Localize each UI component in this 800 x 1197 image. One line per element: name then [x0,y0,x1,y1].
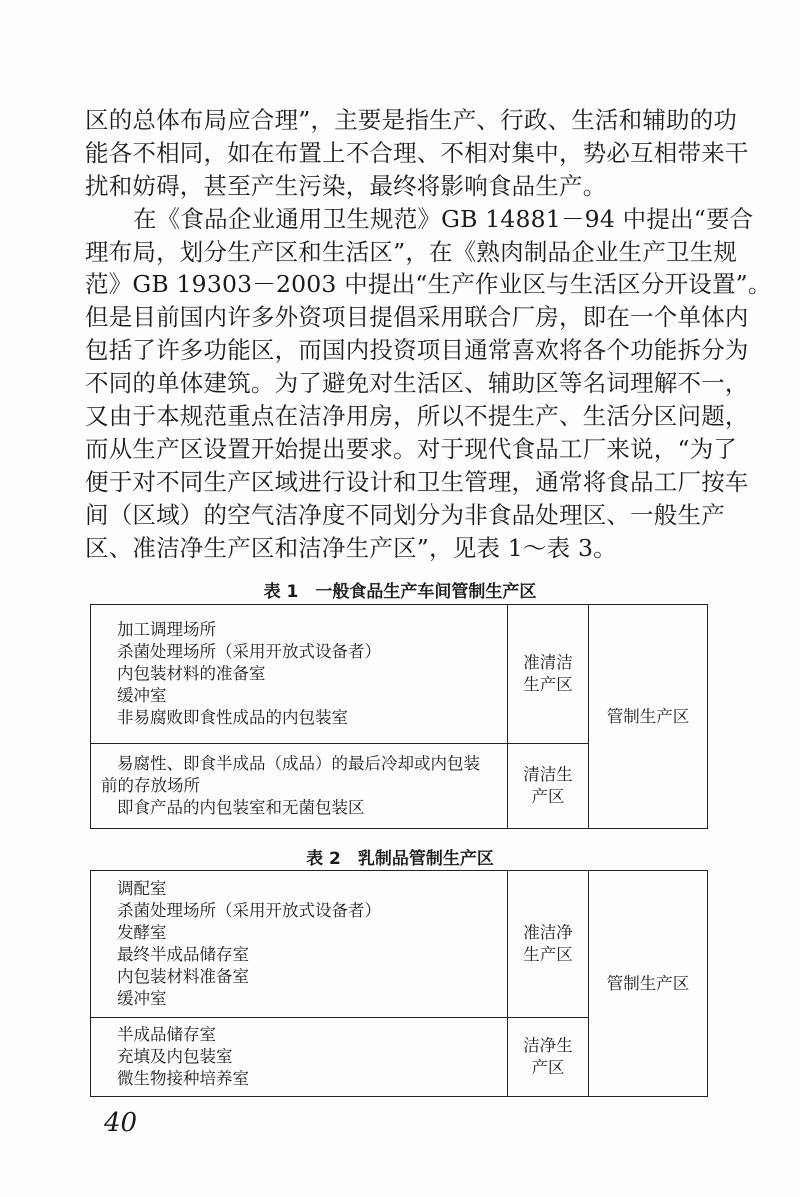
item: 前的存放场所 [101,776,200,795]
text-line: 包括了许多功能区，而国内投资项目通常喜欢将各个功能拆分为 [85,336,749,365]
page-number: 40 [104,1108,138,1138]
table-cell-items [91,1018,508,1097]
item: 半成品储存室 [117,1025,216,1044]
table-cell-zone: 准洁净生产区 [508,871,589,1018]
item: 非易腐败即食性成品的内包装室 [117,708,348,727]
text-line: 能各不相同，如在布置上不合理、不相对集中，势必互相带来干 [85,138,749,167]
table1 [90,604,708,829]
text-line: 区、准洁净生产区和洁净生产区”，见表 1～表 3。 [85,533,617,562]
text-line: 理布局，划分生产区和生活区”，在《熟肉制品企业生产卫生规 [85,237,738,266]
table-cell-zone: 准清洁生产区 [508,605,589,744]
item: 最终半成品储存室 [117,945,249,964]
text-line: 但是目前国内许多外资项目提倡采用联合厂房，即在一个单体内 [85,303,749,332]
text-line: 间（区域）的空气洁净度不同划分为非食品处理区、一般生产 [85,500,725,529]
table-cell-group: 管制生产区 [589,871,708,1097]
item: 内包装材料准备室 [117,967,249,986]
text-line: 扰和妨碍，甚至产生污染，最终将影响食品生产。 [85,171,607,200]
item: 杀菌处理场所（采用开放式设备者） [117,642,381,661]
table2-caption: 表 2 乳制品管制生产区 [306,849,494,869]
text-line: 在《食品企业通用卫生规范》GB 14881－94 中提出“要合 [133,204,754,233]
table1-caption: 表 1 一般食品生产车间管制生产区 [263,582,537,602]
item: 易腐性、即食半成品（成品）的最后冷却或内包装 [117,754,480,773]
text-line: 又由于本规范重点在洁净用房，所以不提生产、生活分区问题， [85,402,749,431]
table-row [91,605,708,744]
table2 [90,870,708,1097]
table-cell-zone: 洁净生产区 [508,1018,589,1097]
text-line: 范》GB 19303－2003 中提出“生产作业区与生活区分开设置”。 [85,270,772,299]
item: 调配室 [117,879,167,898]
text-line: 而从生产区设置开始提出要求。对于现代食品工厂来说，“为了 [85,434,738,463]
item: 缓冲室 [117,686,167,705]
item: 加工调理场所 [117,620,216,639]
item: 缓冲室 [117,989,167,1008]
item: 即食产品的内包装室和无菌包装区 [117,798,365,817]
table-cell-zone: 清洁生产区 [508,744,589,829]
table-cell-items [91,605,508,744]
table-cell-group: 管制生产区 [589,605,708,829]
text-line: 便于对不同生产区域进行设计和卫生管理，通常将食品工厂按车 [85,467,749,496]
item: 发酵室 [117,923,167,942]
text-line: 区的总体布局应合理”，主要是指生产、行政、生活和辅助的功 [85,106,738,134]
text-line: 不同的单体建筑。为了避免对生活区、辅助区等名词理解不一， [85,369,749,398]
item: 内包装材料的准备室 [117,664,266,683]
table-cell-items [91,744,508,829]
table-cell-items [91,871,508,1018]
table-row [91,871,708,1018]
item: 微生物接种培养室 [117,1069,249,1088]
body-paragraphs [85,104,772,564]
item: 杀菌处理场所（采用开放式设备者） [117,901,381,920]
item: 充填及内包装室 [117,1047,233,1066]
